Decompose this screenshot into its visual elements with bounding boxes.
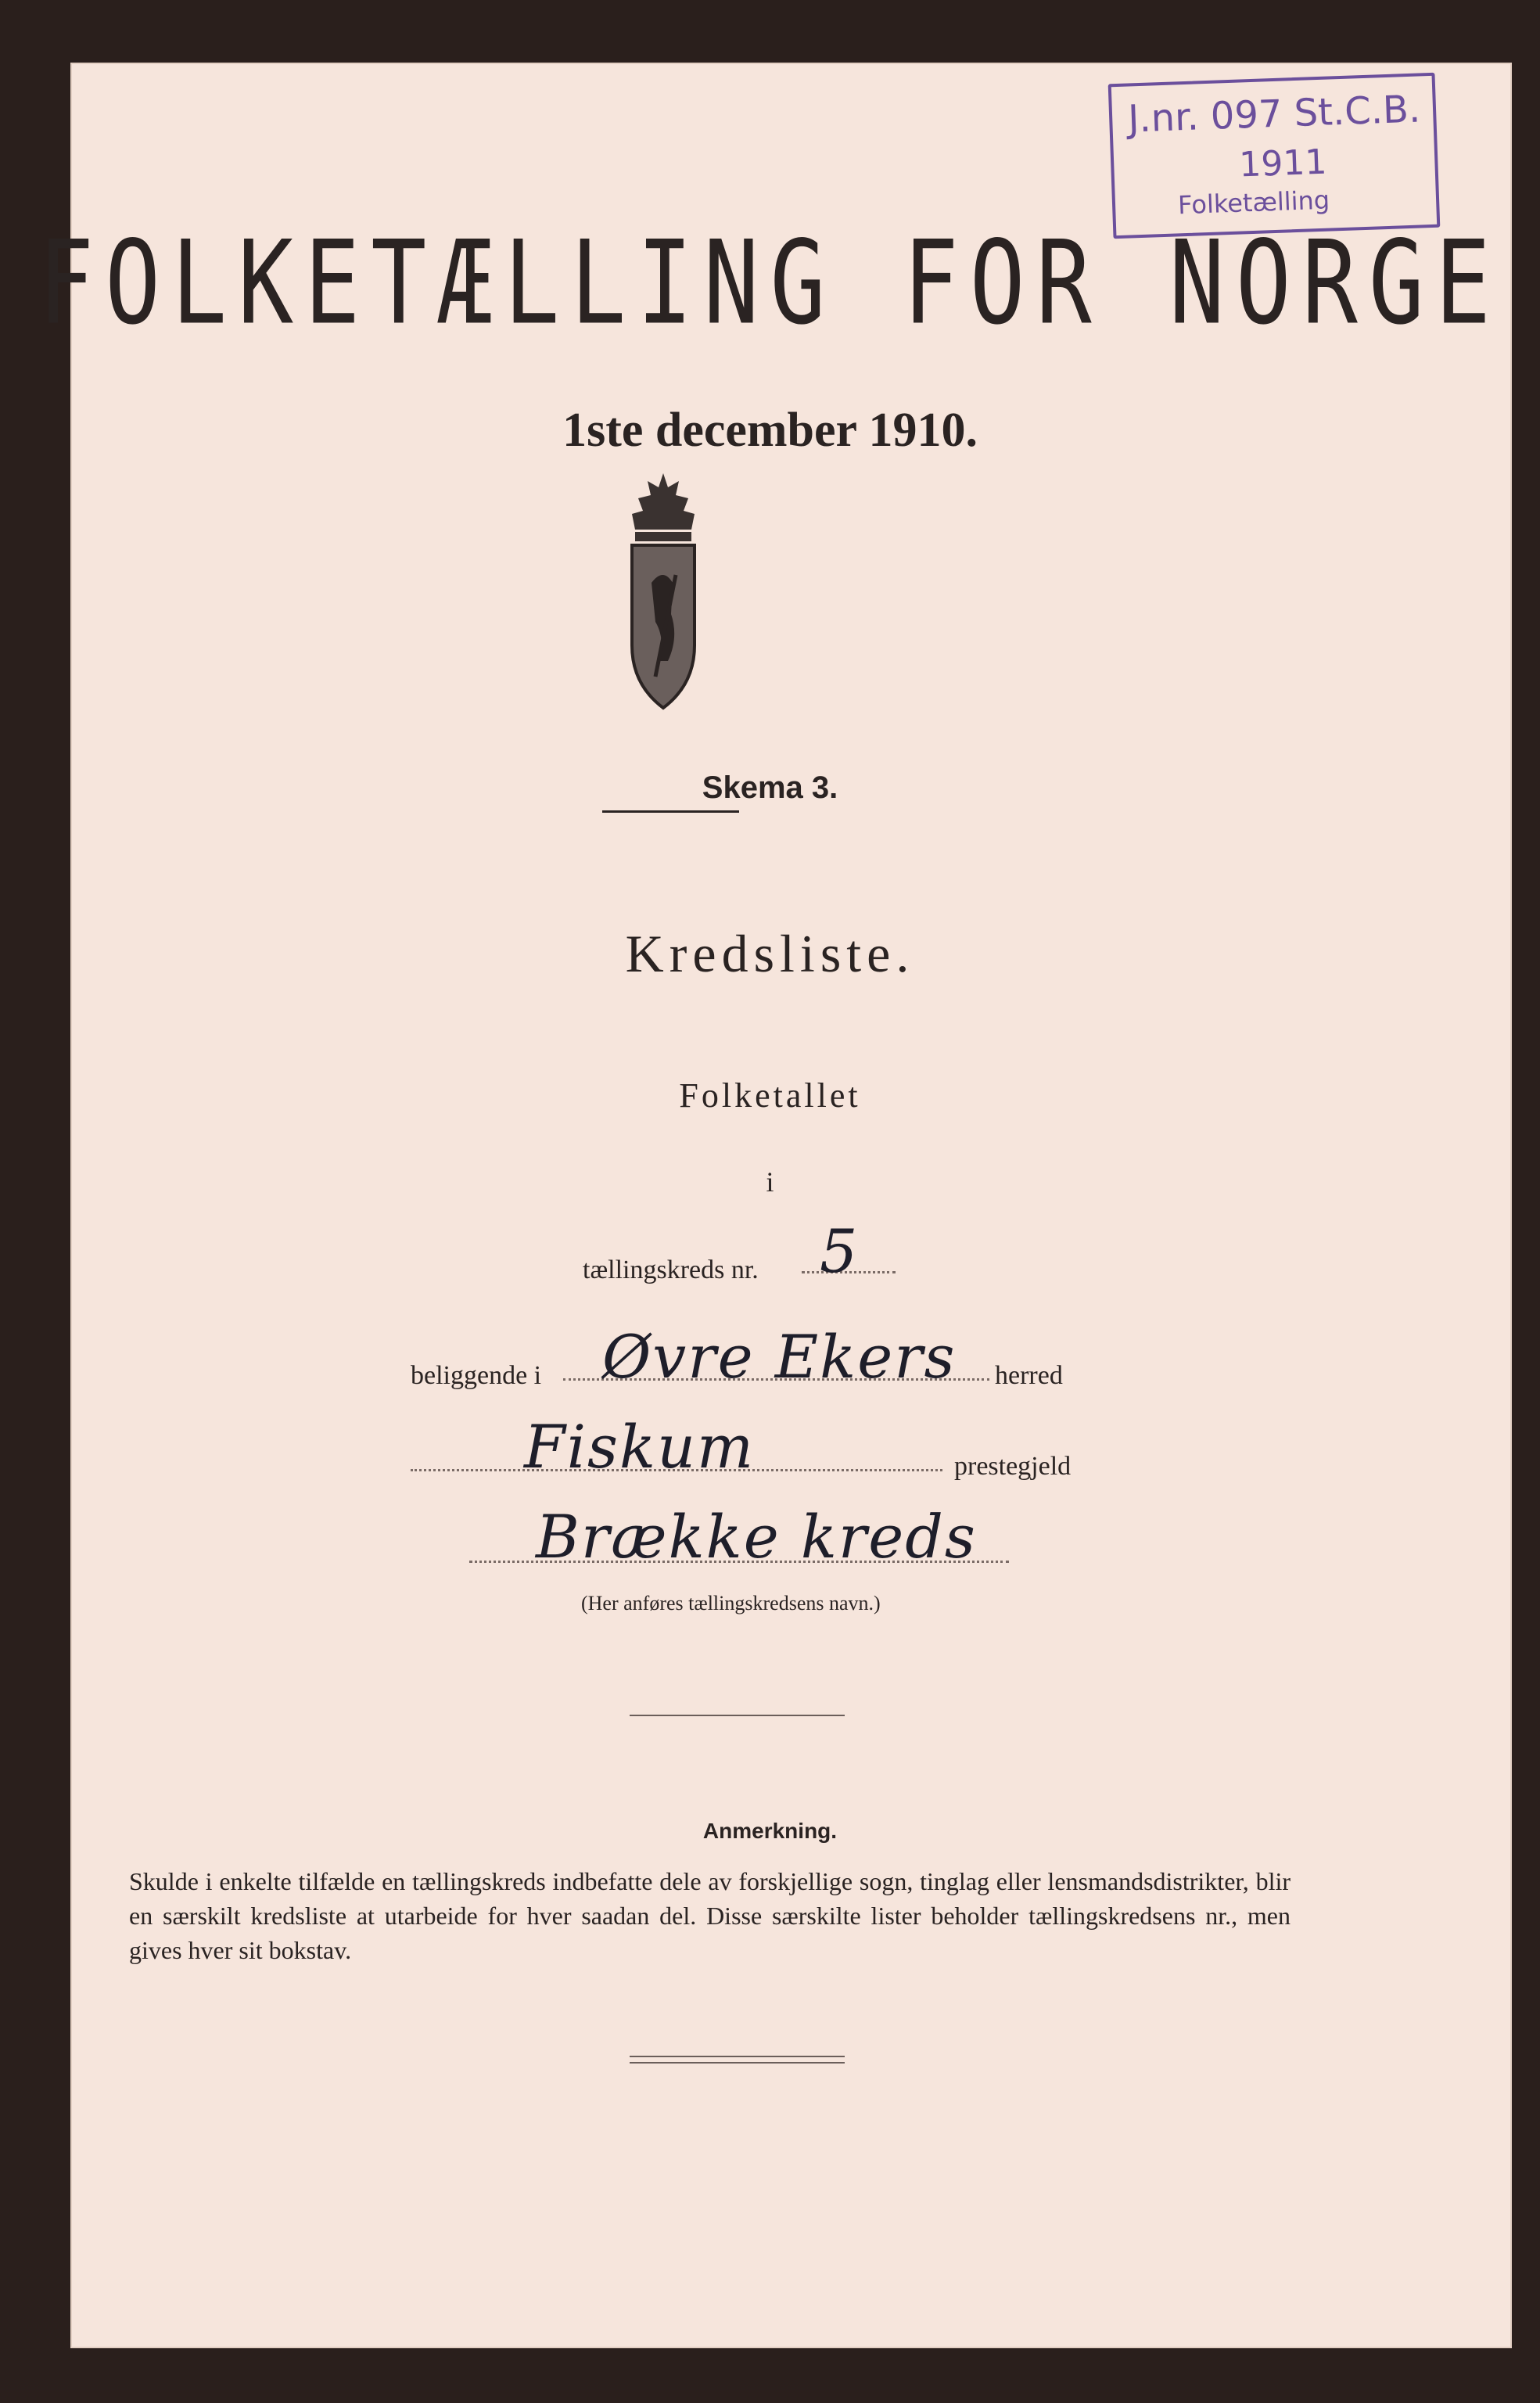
coat-of-arms-icon (616, 458, 710, 716)
municipality-prefix: beliggende i (411, 1361, 542, 1390)
schema-number: Skema 3. (702, 770, 838, 805)
municipality-suffix: herred (995, 1361, 1063, 1390)
population-label: Folketallet (679, 1076, 861, 1115)
footer-divider-second (630, 2062, 845, 2064)
form-heading: Kredsliste. (625, 924, 915, 983)
stamp-journal-number: J.nr. 097 St.C.B. (1127, 87, 1422, 142)
district-number: 5 (820, 1216, 860, 1286)
footer-divider (630, 2056, 845, 2057)
parish-name: Fiskum (524, 1412, 756, 1482)
stamp-department: Folketælling (1177, 185, 1330, 221)
preposition-label: i (766, 1166, 774, 1198)
section-divider (630, 1715, 845, 1716)
remark-text: Skulde i enkelte tilfælde en tællingskreds indbefatte dele av forskjellige sogn, tinglag eller lensmandsdistrikter, blir en særskilt kredsliste at utarbeide for hver saadan del. Disse særskilte lister beholder tællingskredsens nr., men gives hver sit bokstav. (129, 1867, 1291, 1964)
district-label: tællingskreds nr. (583, 1255, 759, 1284)
schema-underline (602, 810, 739, 813)
page-title: FOLKETÆLLING FOR NORGE (38, 215, 1502, 350)
remark-title: Anmerkning. (702, 1819, 838, 1843)
municipality-name: Øvre Ekers (602, 1322, 957, 1392)
census-date: 1ste december 1910. (562, 404, 978, 457)
circuit-instruction: (Her anføres tællingskredsens navn.) (581, 1592, 881, 1615)
archive-stamp (1108, 73, 1441, 239)
circuit-name: Brække kreds (536, 1502, 977, 1571)
parish-suffix: prestegjeld (954, 1452, 1072, 1481)
stamp-year: 1911 (1238, 142, 1328, 185)
